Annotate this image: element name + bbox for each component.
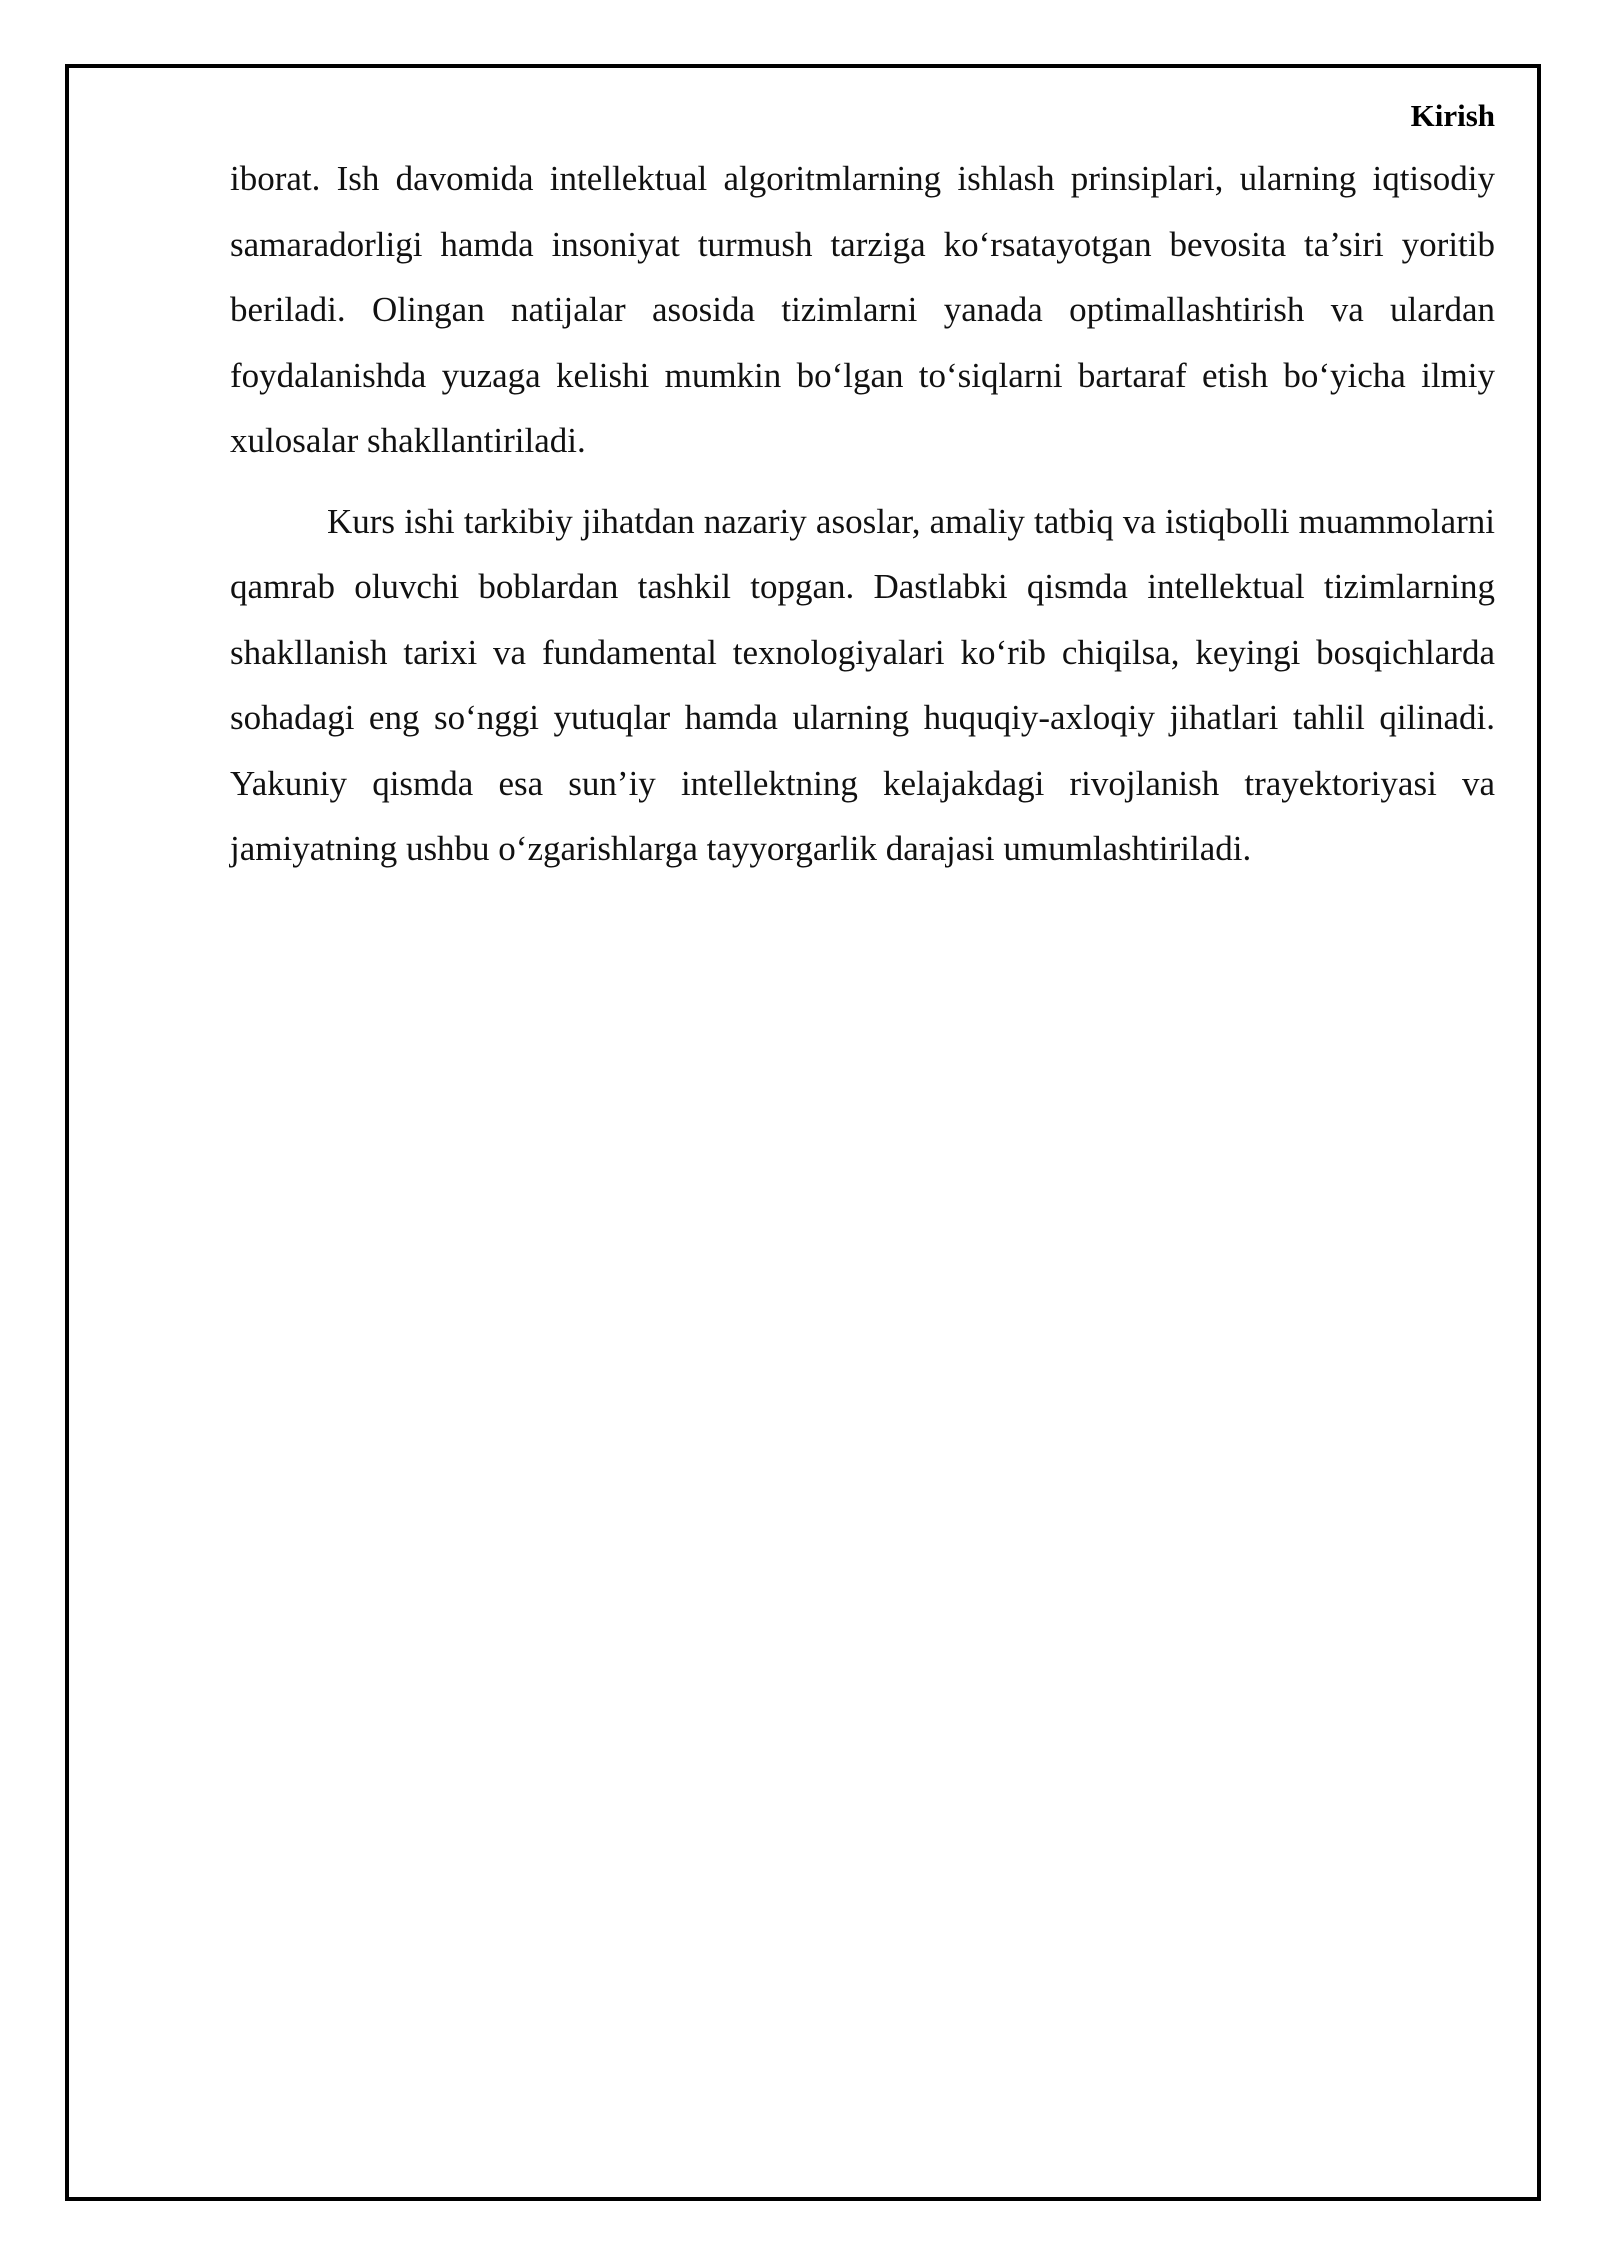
- body-paragraph-continued: iborat. Ish davomida intellektual algoritmlarning ishlash prinsiplari, ularning iqtisodiy samaradorligi hamda insoniyat turmush tarziga ko‘rsatayotgan bevosita ta’siri yoritib beriladi. Olingan natijalar asosida tizimlarni yanada optimallashtirish va ulardan foydalanishda yuzaga kelishi mumkin bo‘lgan to‘siqlarni bartaraf etish bo‘yicha ilmiy xulosalar shakllantiriladi.: [230, 159, 1495, 460]
- running-header-section-title: Kirish: [1410, 98, 1495, 133]
- body-paragraph-structure: Kurs ishi tarkibiy jihatdan nazariy asoslar, amaliy tatbiq va istiqbolli muammolarni qamrab oluvchi boblardan tashkil topgan. Dastlabki qismda intellektual tizimlarning shakllanish tarixi va fundamental texnologiyalari ko‘rib chiqilsa, keyingi bosqichlarda sohadagi eng so‘nggi yutuqlar hamda ularning huquqiy-axloqiy jihatlari tahlil qilinadi. Yakuniy qismda esa sun’iy intellektning kelajakdagi rivojlanish trayektoriyasi va jamiyatning ushbu o‘zgarishlarga tayyorgarlik darajasi umumlashtiriladi.: [230, 501, 1495, 868]
- document-body: [230, 146, 1495, 897]
